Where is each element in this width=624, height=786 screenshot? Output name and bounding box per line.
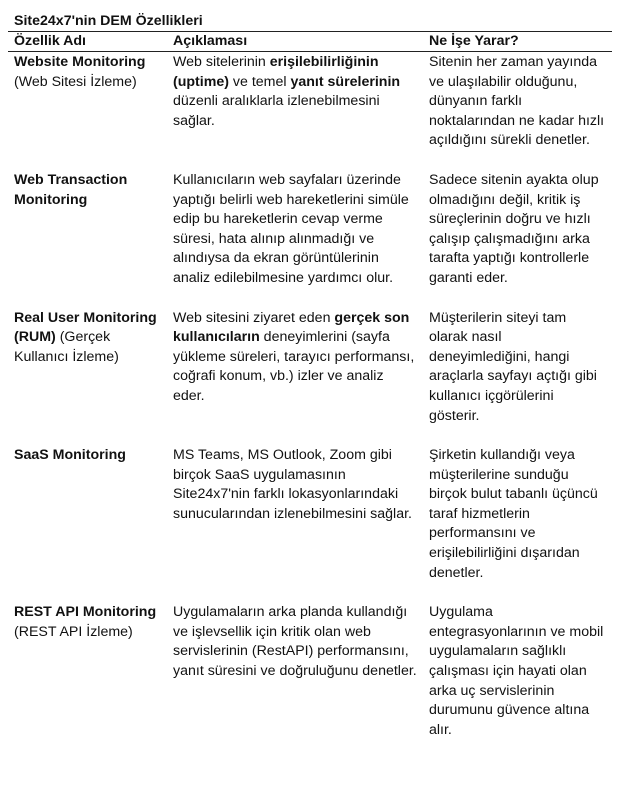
feature-name-cell [8,170,167,308]
features-table [8,31,612,759]
feature-name: Real User Monitoring (RUM) [14,309,157,346]
feature-name-cell [8,52,167,170]
feature-name: Website Monitoring [14,54,146,70]
purpose-cell: Sitenin her zaman yayında ve ulaşılabilir olduğunu, dünyanın farklı noktalarından ne kadar hızlı açıldığını sürekli denetler. [429,54,605,149]
description-text: Kullanıcıların web sayfaları üzerinde yaptığı belirli web hareketlerini simüle edip bu hareketlerin cevap verme süresi, hata alınıp alınmadığı ve alındıysa da ekran görüntülerinin analiz edilebilmesine yardımcı olur. [173,171,409,286]
purpose-cell: Uygulama entegrasyonlarının ve mobil uygulamaların sağlıklı çalışması için hayati olan arka uç servislerinin durumunu güvence altına alır. [429,604,604,738]
feature-name-cell [8,308,167,446]
feature-name: SaaS Monitoring [14,447,126,464]
feature-name: Web Transaction Monitoring [14,171,128,208]
header-feature-name: Özellik Adı [8,32,167,52]
description-cell [167,170,423,308]
description-text: deneyimlerini (sayfa yükleme süreleri, tarayıcı performansı, coğrafi konum, vb.) izler ve analiz eder. [173,329,415,404]
header-description: Açıklaması [167,32,423,52]
feature-name-cell [8,445,167,602]
description-cell [167,52,423,170]
feature-name: REST API Monitoring [14,604,157,621]
table-row [8,170,612,308]
description-text: Web sitesini ziyaret eden [173,309,335,326]
description-cell [167,602,423,759]
purpose-cell: Sadece sitenin ayakta olup olmadığını değil, kritik iş süreçlerinin doğru ve hızlı çalışıp çalışmadığını arka tarafta yaptığı kontrollerle garanti eder. [429,171,599,286]
description-text: düzenli aralıklarla izlenebilmesini sağlar. [173,93,380,129]
document [8,11,612,759]
description-emphasis: erişilebilirliğinin (uptime) [173,54,379,90]
header-row [8,32,612,52]
description-emphasis: gerçek son kullanıcıların [173,309,410,346]
description-emphasis: yanıt sürelerinin [290,73,401,90]
feature-name-translation: (Gerçek Kullanıcı İzleme) [14,329,119,365]
header-purpose: Ne İşe Yarar? [423,32,612,52]
description-cell [167,445,423,602]
table-row [8,308,612,446]
description-text: MS Teams, MS Outlook, Zoom gibi birçok SaaS uygulamasının Site24x7'nin farklı lokasyonlarındaki sunucularından izlenebilmesini sağlar. [173,447,412,522]
table-row [8,445,612,602]
feature-name-translation: (REST API İzleme) [14,623,133,640]
description-text: Uygulamaların arka planda kullandığı ve işlevsellik için kritik olan web servislerinin (RestAPI) performansını, yanıt süresini ve doğruluğunu denetler. [173,604,417,680]
table-row [8,602,612,759]
table-row [8,52,612,170]
table-caption: Site24x7'nin DEM Özellikleri [14,13,203,29]
description-text: ve temel [228,73,291,90]
purpose-cell: Şirketin kullandığı veya müşterilerine sunduğu birçok bulut tabanlı üçüncü taraf hizmetlerin performansını ve erişilebilirliğini dışarıdan denetler. [429,447,598,581]
feature-name-cell [8,602,167,759]
purpose-cell: Müşterilerin siteyi tam olarak nasıl deneyimlediğini, hangi araçlarla sayfayı açtığı gibi kullanıcı içgörülerini gösterir. [429,309,597,424]
description-text: Web sitelerinin [173,54,270,70]
feature-name-translation: (Web Sitesi İzleme) [14,73,137,90]
description-cell [167,308,423,446]
